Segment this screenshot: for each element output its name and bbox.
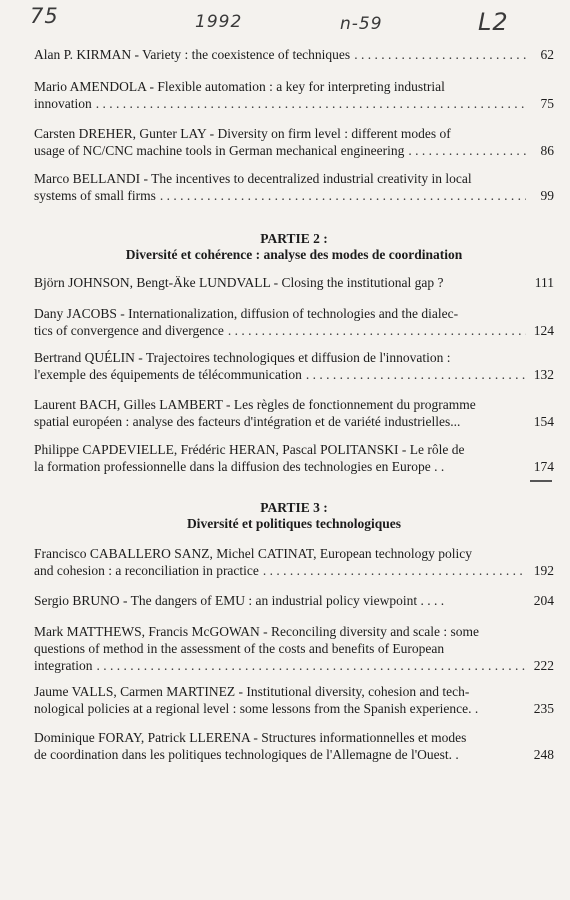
page-number: 62 [540, 47, 554, 62]
entry-text: questions of method in the assessment of the costs and benefits of European [34, 641, 445, 656]
entry-text: Bertrand QUÉLIN - Trajectoires technologiques et diffusion de l'innovation : [34, 350, 451, 365]
entry-text: Philippe CAPDEVIELLE, Frédéric HERAN, Pascal POLITANSKI - Le rôle de [34, 442, 465, 457]
toc-entry [34, 623, 554, 674]
entry-text: la formation professionnelle dans la diffusion des technologies en Europe . . [34, 459, 445, 474]
handwritten-code: L2 [478, 8, 509, 36]
page-number: 99 [540, 188, 554, 203]
part-heading [34, 500, 554, 532]
entry-text: tics of convergence and divergence [34, 323, 224, 338]
part-subtitle: Diversité et politiques technologiques [186, 516, 402, 531]
part-subtitle: Diversité et cohérence : analyse des modes de coordination [125, 247, 463, 262]
entry-text: Francisco CABALLERO SANZ, Michel CATINAT, European technology policy [34, 546, 473, 561]
toc-entry [34, 125, 554, 159]
page-number: 132 [533, 367, 554, 382]
entry-text: Marco BELLANDI - The incentives to decentralized industrial creativity in local [34, 171, 472, 186]
entry-text: and cohesion : a reconciliation in practice [34, 563, 259, 578]
toc-entry [34, 274, 554, 291]
entry-text: spatial européen : analyse des facteurs d'intégration et de variété industrielles... [34, 414, 461, 429]
entry-text: de coordination dans les politiques technologiques de l'Allemagne de l'Ouest. . [34, 747, 459, 762]
handwritten-year: 1992 [195, 12, 243, 32]
entry-text: Laurent BACH, Gilles LAMBERT - Les règles de fonctionnement du programme [34, 397, 476, 412]
entry-text: Alan P. KIRMAN - Variety : the coexistence of techniques [34, 47, 351, 62]
toc-entry [34, 305, 554, 339]
page-number: 235 [533, 701, 554, 716]
entry-text: usage of NC/CNC machine tools in German mechanical engineering [34, 143, 405, 158]
entry-text: Björn JOHNSON, Bengt-Äke LUNDVALL - Closing the institutional gap ? [34, 275, 444, 290]
page-number: 248 [533, 747, 554, 762]
toc-entry [34, 683, 554, 717]
entry-text: Dany JACOBS - Internationalization, diffusion of technologies and the dialec- [34, 306, 459, 321]
toc-entry [34, 78, 554, 112]
toc-entry [34, 592, 554, 609]
entry-text: Dominique FORAY, Patrick LLERENA - Structures informationnelles et modes [34, 730, 467, 745]
page-number: 204 [533, 593, 554, 608]
page-number: 174 [533, 459, 554, 474]
page-number: 86 [540, 143, 554, 158]
page-number: 192 [533, 563, 554, 578]
entry-text: l'exemple des équipements de télécommunication [34, 367, 302, 382]
page-number: 154 [533, 414, 554, 429]
page-number: 111 [534, 275, 554, 290]
toc-entry [34, 170, 554, 204]
entry-text: Mark MATTHEWS, Francis McGOWAN - Reconciling diversity and scale : some [34, 624, 480, 639]
part-title: PARTIE 2 : [260, 231, 328, 246]
entry-text: Carsten DREHER, Gunter LAY - Diversity on firm level : different modes of [34, 126, 451, 141]
part-title: PARTIE 3 : [260, 500, 328, 515]
toc-entry [34, 349, 554, 383]
entry-text: Mario AMENDOLA - Flexible automation : a key for interpreting industrial [34, 79, 445, 94]
entry-text: Jaume VALLS, Carmen MARTINEZ - Institutional diversity, cohesion and tech- [34, 684, 470, 699]
handwritten-issue: n-59 [340, 14, 383, 34]
toc-entry [34, 396, 554, 430]
toc-entry [34, 441, 554, 475]
handwritten-number: 75 [30, 4, 59, 28]
page-number: 124 [533, 323, 554, 338]
part-heading [34, 231, 554, 263]
toc-entry [34, 545, 554, 579]
toc-entry [34, 729, 554, 763]
page-number: 222 [533, 658, 554, 673]
entry-text: Sergio BRUNO - The dangers of EMU : an industrial policy viewpoint . . . . [34, 593, 445, 608]
pen-underline-mark [530, 480, 552, 482]
toc-entry [34, 46, 554, 63]
entry-text: integration [34, 658, 93, 673]
entry-text: nological policies at a regional level : some lessons from the Spanish experience. . [34, 701, 479, 716]
page-number: 75 [540, 96, 554, 111]
entry-text: innovation [34, 96, 92, 111]
entry-text: systems of small firms [34, 188, 156, 203]
